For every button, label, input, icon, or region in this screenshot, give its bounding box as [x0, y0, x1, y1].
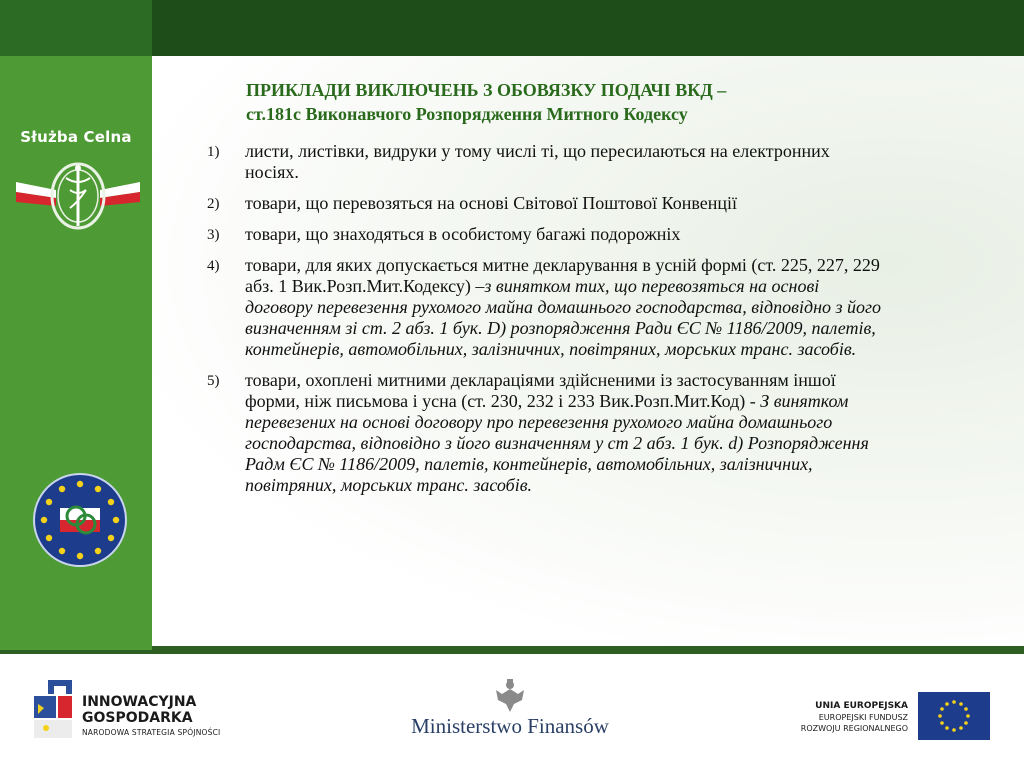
list-item-text: товари, що перевозяться на основі Світової Поштової Конвенції: [245, 193, 738, 213]
top-bar-left: [0, 0, 152, 56]
list-item-number: 3): [207, 227, 220, 243]
list-item-italic-text: З винятком перевезених на основі договору про перевезення рухомого майна домашнього господарства, відповідно з його визначенням у ст 2 абз. 1 бук. d) Розпорядження Радм ЄС № 1186/2009, палетів, контейнерів, автомобільних, залізничних, повітряних, морських транс. засобів.: [245, 391, 869, 495]
list-item-number: 2): [207, 196, 220, 212]
list-item-text: товари, охоплені митними деклараціями здійсненими із застосуванням іншої форми, ніж письмова і усна (ст. 230, 232 і 233 Вик.Розп.Мит.Код) -: [245, 370, 836, 411]
list-item-text: листи, листівки, видруки у тому числі ті, що пересилаються на електронних носіях.: [245, 141, 830, 182]
euro-ue-logo-icon: [32, 472, 128, 568]
top-bar: [0, 0, 1024, 56]
ue-line-1: UNIA EUROPEJSKA: [815, 701, 908, 711]
bottom-divider: [152, 646, 1024, 654]
list-item-number: 1): [207, 144, 220, 160]
list-item-text: товари, для яких допускається митне декларування в усній формі (ст. 225, 227, 229 абз. 1 Вик.Розп.Мит.Кодексу) –: [245, 255, 880, 296]
ig-line-3: NARODOWA STRATEGIA SPÓJNOŚCI: [82, 728, 221, 737]
exceptions-list: [207, 141, 887, 506]
list-item-number: 5): [207, 373, 220, 389]
ue-line-3: ROZWOJU REGIONALNEGO: [800, 724, 908, 733]
list-item: [207, 370, 887, 496]
title-line-2: ст.181с Виконавчого Розпорядження Митного Кодексу: [246, 104, 688, 124]
polish-eagle-icon: [490, 676, 530, 716]
list-item: [207, 224, 887, 245]
ig-line-1: INNOWACYJNA: [82, 694, 197, 710]
ue-line-2: EUROPEJSKI FUNDUSZ: [818, 713, 908, 722]
list-item: [207, 255, 887, 360]
list-item: [207, 193, 887, 214]
innovative-economy-text: [82, 694, 220, 739]
title-line-1: ПРИКЛАДИ ВИКЛЮЧЕНЬ З ОБОВЯЗКУ ПОДАЧІ ВКД –: [246, 80, 727, 100]
eu-flag-icon: [918, 692, 990, 740]
ig-line-2: GOSPODARKA: [82, 710, 193, 726]
slide-title: [246, 78, 886, 126]
eu-fund-text: [780, 700, 908, 734]
list-item-number: 4): [207, 258, 220, 274]
sluzba-celna-label: Służba Celna: [20, 128, 132, 146]
list-item-text: товари, що знаходяться в особистому багажі подорожніх: [245, 224, 681, 244]
customs-emblem-icon: [8, 120, 148, 240]
list-item: [207, 141, 887, 183]
list-item-italic-text: з винятком тих, що перевозяться на основі договору перевезення рухомого майна домашнього господарства, відповідно з його визначенням зі ст. 2 абз. 1 бук. D) розпорядження Ради ЄС № 1186/2009, палетів, контейнерів, автомобільних, залізничних, повітряних, морських транс. засобів.: [245, 276, 882, 359]
ministry-name: Ministerstwo Finansów: [411, 714, 609, 738]
